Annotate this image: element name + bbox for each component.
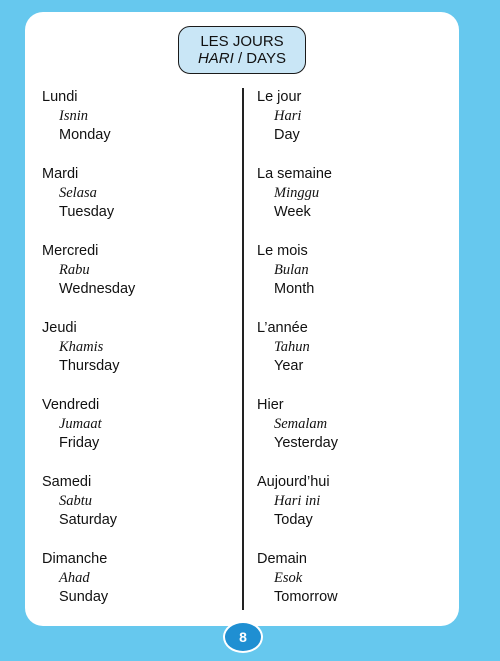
english-word: Saturday [59, 512, 118, 528]
english-word: Yesterday [274, 435, 338, 451]
malay-word: Isnin [59, 108, 88, 124]
malay-word: Minggu [274, 185, 320, 201]
malay-word: Semalam [274, 416, 328, 432]
english-word: Year [274, 358, 304, 374]
vocab-entry [42, 88, 135, 165]
malay-word: Hari ini [274, 493, 321, 509]
title-subtitle [179, 50, 305, 67]
title-malay: HARI [197, 50, 234, 67]
french-word: Dimanche [42, 551, 108, 567]
malay-word: Hari [274, 108, 302, 124]
french-word: L’année [257, 320, 308, 336]
malay-word: Sabtu [59, 493, 93, 509]
french-word: Lundi [42, 89, 78, 105]
malay-word: Rabu [59, 262, 90, 278]
vocabulary-card [25, 12, 459, 626]
english-word: Month [274, 281, 315, 297]
vocab-entry [257, 396, 338, 473]
left-column [42, 88, 135, 627]
vocab-entry [257, 550, 338, 627]
vocab-entry [257, 242, 338, 319]
title-box [178, 26, 306, 74]
vocab-entry [42, 550, 135, 627]
malay-word: Khamis [59, 339, 104, 355]
malay-word: Selasa [59, 185, 97, 201]
french-word: Mercredi [42, 243, 99, 259]
english-word: Monday [59, 127, 111, 143]
french-word: Jeudi [42, 320, 77, 336]
title-english: / DAYS [233, 50, 287, 67]
english-word: Day [274, 127, 300, 143]
french-word: Le mois [257, 243, 308, 259]
vocab-entry [42, 396, 135, 473]
french-word: Vendredi [42, 397, 100, 413]
malay-word: Ahad [59, 570, 90, 586]
malay-word: Jumaat [59, 416, 102, 432]
vocab-entry [257, 473, 338, 550]
french-word: Samedi [42, 474, 92, 490]
english-word: Tuesday [59, 204, 115, 220]
english-word: Wednesday [59, 281, 136, 297]
page-number-badge: 8 [223, 621, 263, 653]
vocab-entry [42, 165, 135, 242]
french-word: Le jour [257, 89, 302, 105]
malay-word: Bulan [274, 262, 309, 278]
english-word: Sunday [59, 589, 109, 605]
english-word: Week [274, 204, 311, 220]
column-divider [242, 88, 244, 610]
vocab-entry [42, 242, 135, 319]
french-word: Aujourd’hui [257, 474, 330, 490]
french-word: La semaine [257, 166, 332, 182]
malay-word: Esok [274, 570, 303, 586]
vocab-entry [257, 319, 338, 396]
french-word: Hier [257, 397, 284, 413]
french-word: Demain [257, 551, 307, 567]
vocab-entry [257, 88, 338, 165]
title-french: LES JOURS [200, 33, 284, 50]
english-word: Tomorrow [274, 589, 338, 605]
vocab-entry [42, 319, 135, 396]
english-word: Thursday [59, 358, 120, 374]
malay-word: Tahun [274, 339, 310, 355]
right-column [257, 88, 338, 627]
english-word: Today [274, 512, 313, 528]
french-word: Mardi [42, 166, 79, 182]
english-word: Friday [59, 435, 100, 451]
vocab-entry [42, 473, 135, 550]
vocab-entry [257, 165, 338, 242]
